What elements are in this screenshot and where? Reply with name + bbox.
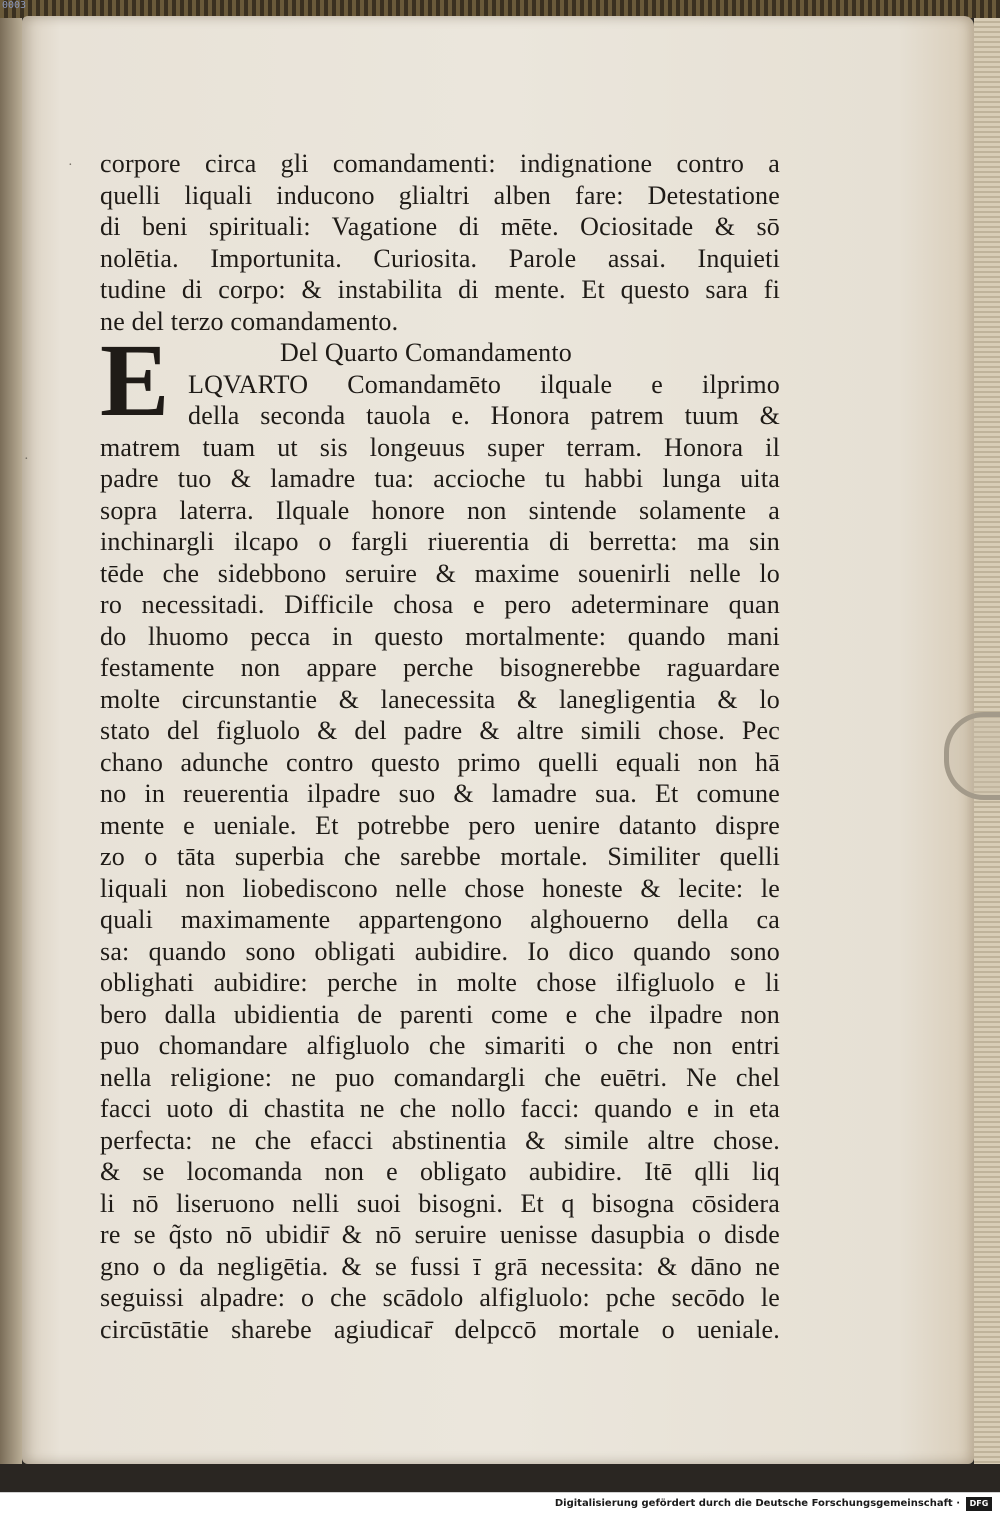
- text-line: quali maximamente appartengono alghouerno della ca: [100, 905, 780, 934]
- text-line: matrem tuam ut sis longeuus super terram. Honora il: [100, 432, 780, 462]
- text-line: della seconda tauola e. Honora patrem tuum &: [188, 401, 780, 430]
- text-line: mente e ueniale. Et potrebbe pero uenire datanto dispre: [100, 810, 780, 840]
- text-section-initial-lines: [100, 369, 780, 432]
- text-section-body: [100, 432, 780, 1346]
- text-line: tudine di corpo: & instabilita di mente. Et questo sara fi: [100, 275, 780, 304]
- text-line: puo chomandare alfigluolo che simariti o che non entri: [100, 1031, 780, 1060]
- scan-bottom-band: [0, 1464, 1000, 1492]
- text-line: ro necessitadi. Difficile chosa e pero adeterminare quan: [100, 590, 780, 619]
- text-line: stato del figluolo & del padre & altre simili chose. Pec: [100, 716, 780, 745]
- text-line: no in reuerentia ilpadre suo & lamadre sua. Et comune: [100, 779, 780, 808]
- text-line: molte circunstantie & lanecessita & lanegligentia & lo: [100, 684, 780, 714]
- page-text: [100, 148, 780, 1345]
- margin-mark: ·: [24, 452, 29, 467]
- text-line: di beni spirituali: Vagatione di mēte. Ociositade & sō: [100, 212, 780, 241]
- text-line: circūstātie sharebe agiudicar̄ delpccō mortale o ueniale.: [100, 1314, 780, 1344]
- text-section-previous: [100, 148, 780, 337]
- text-line: inchinargli ilcapo o fargli riuerentia di berretta: ma sin: [100, 527, 780, 556]
- text-line: festamente non appare perche bisognerebbe raguardare: [100, 653, 780, 682]
- text-line: zo o tāta superbia che sarebbe mortale. Similiter quelli: [100, 842, 780, 871]
- page-gutter: [0, 18, 22, 1478]
- text-line: bero dalla ubidientia de parenti come e che ilpadre non: [100, 999, 780, 1029]
- text-line: ne del terzo comandamento.: [100, 306, 399, 336]
- text-line: tēde che sidebbono seruire & maxime souenirli nelle lo: [100, 558, 780, 588]
- footer-bar: [0, 1492, 1000, 1517]
- text-line: corpore circa gli comandamenti: indignatione contro a: [100, 149, 780, 178]
- text-line: chano adunche contro questo primo quelli equali non hā: [100, 747, 780, 777]
- dfg-logo: DFG: [966, 1497, 992, 1511]
- text-line: nolētia. Importunita. Curiosita. Parole assai. Inquieti: [100, 243, 780, 273]
- text-line: & se locomanda non e obligato aubidire. Itē qlli liq: [100, 1157, 780, 1186]
- margin-mark: ·: [68, 158, 73, 173]
- footer-credit: Digitalisierung gefördert durch die Deutsche Forschungsgemeinschaft ·: [554, 1498, 960, 1509]
- text-line: facci uoto di chastita ne che nollo facci: quando e in eta: [100, 1094, 780, 1123]
- text-line: re se q̃sto nō ubidir̄ & nō seruire uenisse dasupbia o disde: [100, 1220, 780, 1249]
- decorated-initial: E: [100, 323, 170, 438]
- text-line: sopra laterra. Ilquale honore non sintende solamente a: [100, 495, 780, 525]
- text-line: nella religione: ne puo comandargli che euētri. Ne chel: [100, 1062, 780, 1092]
- text-line: seguissi alpadre: o che scādolo alfigluolo: pche secōdo le: [100, 1283, 780, 1312]
- text-line: perfecta: ne che efacci abstinentia & simile altre chose.: [100, 1125, 780, 1155]
- chapter-heading: Del Quarto Comandamento: [280, 338, 572, 367]
- text-line: gno o da negligētia. & se fussi ī grā necessita: & dāno ne: [100, 1251, 780, 1281]
- text-line: padre tuo & lamadre tua: accioche tu habbi lunga uita: [100, 464, 780, 493]
- text-line: oblighati aubidire: perche in molte chose ilfigluolo e li: [100, 968, 780, 997]
- text-line: LQVARTO Comandamēto ilquale e ilprimo: [188, 369, 780, 399]
- text-line: quelli liquali inducono glialtri alben fare: Detestatione: [100, 180, 780, 210]
- text-line: li nō liseruono nelli suoi bisogni. Et q bisogna cōsidera: [100, 1188, 780, 1218]
- scan-stamp: 0003: [2, 0, 27, 11]
- text-line: do lhuomo pecca in questo mortalmente: quando mani: [100, 621, 780, 651]
- text-line: liquali non liobediscono nelle chose honeste & lecite: le: [100, 873, 780, 903]
- text-line: sa: quando sono obligati aubidire. Io dico quando sono: [100, 936, 780, 966]
